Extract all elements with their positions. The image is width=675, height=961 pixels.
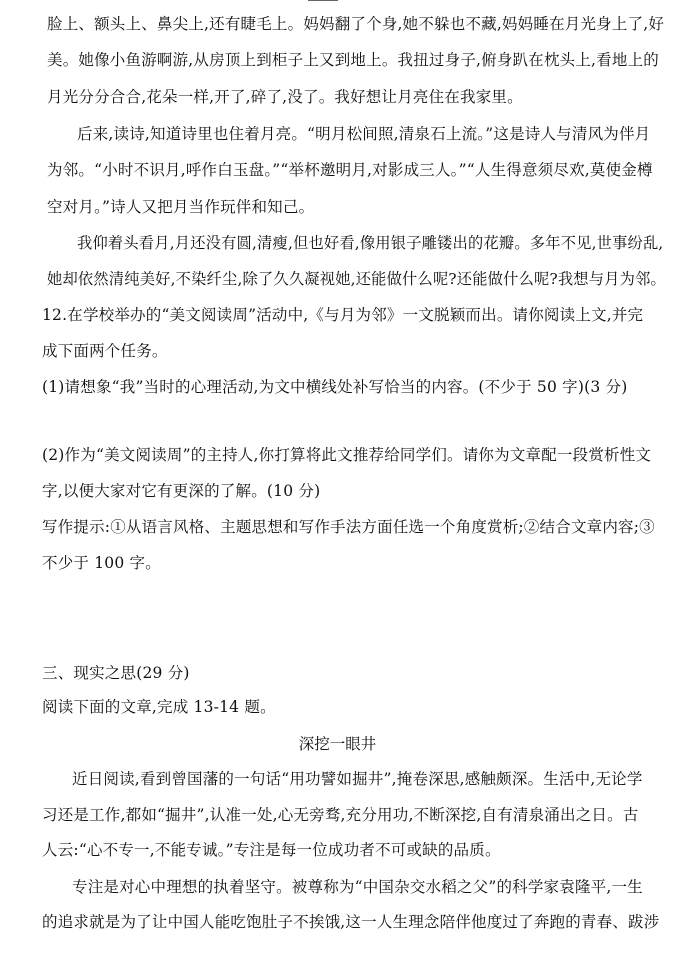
writing-hint: 写作提示:①从语言风格、主题思想和写作手法方面任选一个角度赏析;②结合文章内容;③ <box>42 518 655 536</box>
passage-line: 空对月。”诗人又把月当作玩伴和知己。 <box>47 198 315 216</box>
article-line: 的追求就是为了让中国人能吃饱肚子不挨饿,这一人生理念陪伴他度过了奔跑的青春、跋涉 <box>42 913 660 931</box>
article-line: 专注是对心中理想的执着坚守。被尊称为“中国杂交水稻之父”的科学家袁隆平,一生 <box>72 878 643 896</box>
passage-line: 脸上、额头上、鼻尖上,还有睫毛上。妈妈翻了个身,她不躲也不藏,妈妈睡在月光身上了,好 <box>47 15 665 33</box>
question-12-stem: 成下面两个任务。 <box>42 342 168 360</box>
passage-line: 月光分分合合,花朵一样,开了,碎了,没了。我好想让月亮住在我家里。 <box>47 88 523 106</box>
article-line: 人云:“心不专一,不能专诚。”专注是每一位成功者不可或缺的品质。 <box>42 841 501 859</box>
question-12-task-1: (1)请想象“我”当时的心理活动,为文中横线处补写恰当的内容。(不少于 50 字)(3 分) <box>42 378 628 396</box>
passage-line: 我仰着头看月,月还没有圆,清瘦,但也好看,像用银子雕镂出的花瓣。多年不见,世事纷乱, <box>77 234 664 252</box>
question-12-task-2: (2)作为“美文阅读周”的主持人,你打算将此文推荐给同学们。请你为文章配一段赏析性文 <box>42 446 652 464</box>
passage-line: 后来,读诗,知道诗里也住着月亮。“明月松间照,清泉石上流。”这是诗人与清风为伴月 <box>77 125 651 143</box>
article-title: 深挖一眼井 <box>298 735 377 753</box>
question-12-stem: 12.在学校举办的“美文阅读周”活动中,《与月为邻》一文脱颖而出。请你阅读上文,并完 <box>42 306 644 324</box>
writing-hint: 不少于 100 字。 <box>42 554 161 572</box>
passage-line: 为邻。“小时不识月,呼作白玉盘。”“举杯邀明月,对影成三人。”“人生得意须尽欢,莫使金樽 <box>47 161 653 179</box>
question-12-task-2: 字,以便大家对它有更深的了解。(10 分) <box>42 482 321 500</box>
passage-line: 美。她像小鱼游啊游,从房顶上到柜子上又到地上。我扭过身子,俯身趴在枕头上,看地上的 <box>47 51 659 69</box>
article-line: 习还是工作,都如“掘井”,认准一处,心无旁骛,充分用功,不断深挖,自有清泉涌出之日。古 <box>42 806 639 824</box>
passage-line: 她却依然清纯美好,不染纤尘,除了久久凝视她,还能做什么呢?还能做什么呢?我想与月为邻。 <box>47 270 666 288</box>
article-line: 近日阅读,看到曾国藩的一句话“用功譬如掘井”,掩卷深思,感触颇深。生活中,无论学 <box>72 770 643 788</box>
section-3-heading: 三、现实之思(29 分) <box>42 664 190 682</box>
page-header-mark <box>308 0 338 5</box>
section-3-instruction: 阅读下面的文章,完成 13-14 题。 <box>42 698 276 716</box>
